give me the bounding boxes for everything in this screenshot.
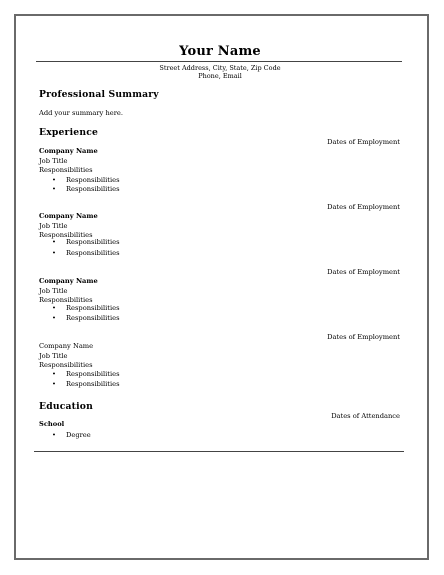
job-responsibility-item — [52, 249, 120, 257]
responsibility-text: Responsibilities — [66, 314, 120, 322]
job-responsibility-item — [52, 370, 120, 378]
job-title: Job Title — [39, 222, 68, 230]
footer-divider — [34, 451, 404, 452]
summary-heading: Professional Summary — [39, 89, 159, 100]
responsibility-text: Responsibilities — [66, 238, 120, 246]
responsibility-text: Responsibilities — [66, 249, 120, 257]
job-title: Job Title — [39, 287, 68, 295]
resume-name: Your Name — [179, 44, 261, 59]
job-company: Company Name — [39, 277, 98, 285]
job-responsibility-item — [52, 314, 120, 322]
education-dates: Dates of Attendance — [331, 412, 400, 420]
education-degree-item — [52, 431, 91, 439]
job-responsibility-item — [52, 304, 120, 312]
header-divider — [36, 61, 402, 62]
bullet-icon: • — [52, 314, 56, 322]
bullet-icon: • — [52, 185, 56, 193]
job-title: Job Title — [39, 352, 68, 360]
job-responsibility-item — [52, 380, 120, 388]
bullet-icon: • — [52, 431, 56, 439]
job-title: Job Title — [39, 157, 68, 165]
job-responsibility-item — [52, 238, 120, 246]
job-company: Company Name — [39, 342, 94, 350]
job-responsibilities-label: Responsibilities — [39, 231, 93, 239]
responsibility-text: Responsibilities — [66, 176, 120, 184]
bullet-icon: • — [52, 370, 56, 378]
education-school: School — [39, 420, 65, 428]
job-dates: Dates of Employment — [327, 203, 400, 211]
job-responsibility-item — [52, 185, 120, 193]
summary-text: Add your summary here. — [39, 109, 124, 117]
job-company: Company Name — [39, 212, 98, 220]
bullet-icon: • — [52, 176, 56, 184]
job-dates: Dates of Employment — [327, 333, 400, 341]
education-heading: Education — [39, 401, 93, 412]
degree-text: Degree — [66, 431, 91, 439]
responsibility-text: Responsibilities — [66, 380, 120, 388]
job-responsibilities-label: Responsibilities — [39, 166, 93, 174]
responsibility-text: Responsibilities — [66, 370, 120, 378]
responsibility-text: Responsibilities — [66, 304, 120, 312]
job-dates: Dates of Employment — [327, 268, 400, 276]
job-dates: Dates of Employment — [327, 138, 400, 146]
responsibility-text: Responsibilities — [66, 185, 120, 193]
bullet-icon: • — [52, 304, 56, 312]
bullet-icon: • — [52, 238, 56, 246]
address-line: Street Address, City, State, Zip Code — [159, 64, 281, 72]
contact-line: Phone, Email — [198, 72, 242, 80]
job-responsibilities-label: Responsibilities — [39, 361, 93, 369]
bullet-icon: • — [52, 249, 56, 257]
bullet-icon: • — [52, 380, 56, 388]
job-responsibilities-label: Responsibilities — [39, 296, 93, 304]
job-company: Company Name — [39, 147, 98, 155]
job-responsibility-item — [52, 176, 120, 184]
experience-heading: Experience — [39, 127, 99, 138]
